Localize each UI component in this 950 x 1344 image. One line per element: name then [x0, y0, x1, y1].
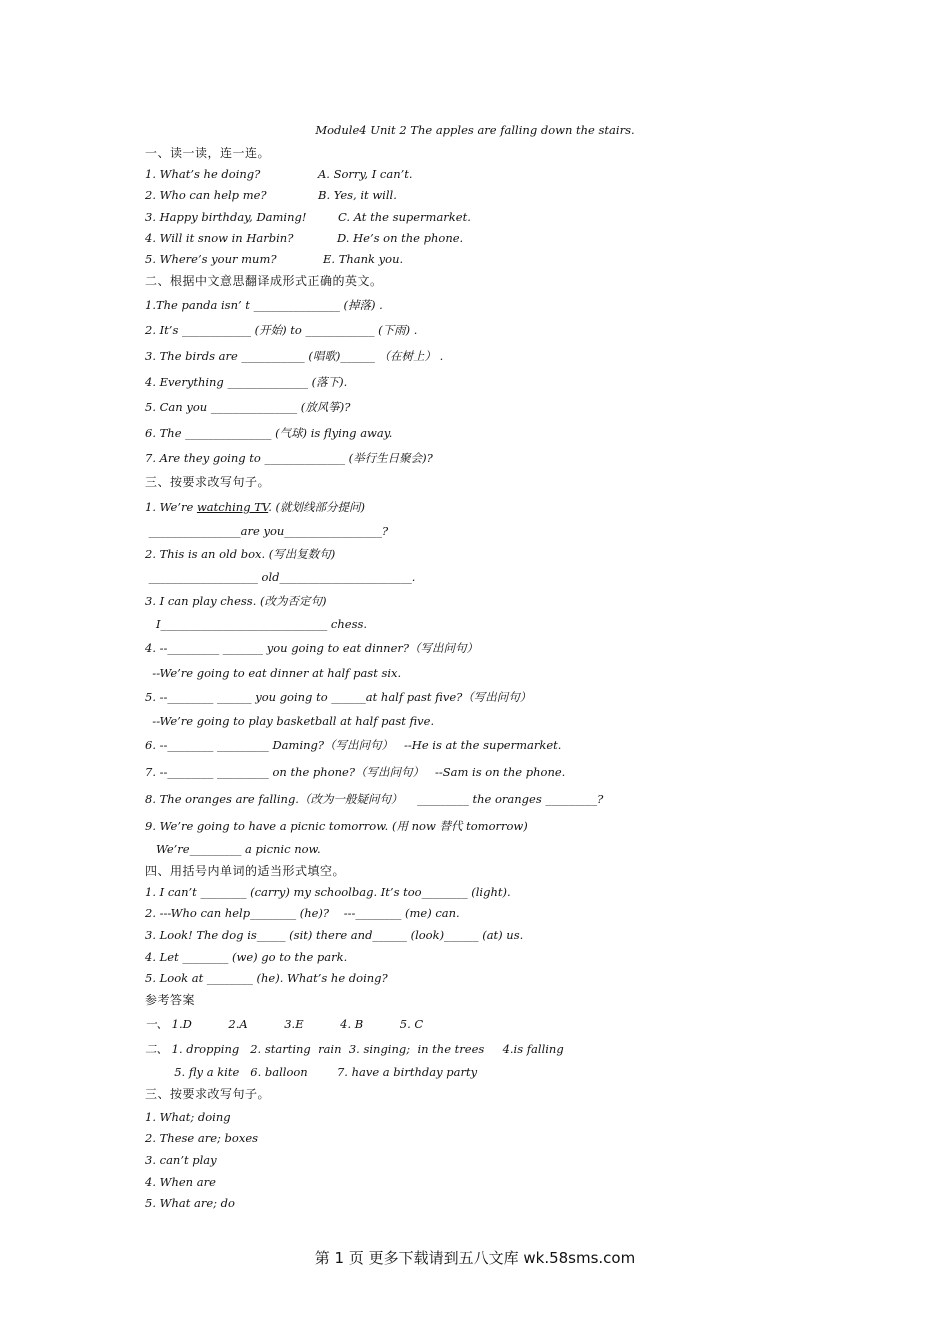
section4-heading: 四、用括号内单词的适当形式填空。: [145, 864, 346, 878]
s1-question: 2. Who can help me?: [145, 188, 267, 202]
document-title: Module4 Unit 2 The apples are falling down the stairs.: [315, 123, 635, 137]
s3-item: [145, 500, 365, 514]
s1-question: 5. Where’s your mum?: [145, 252, 277, 266]
s1-question: 1. What’s he doing?: [145, 167, 261, 181]
s3-line: ___________________ old_______________________.: [145, 570, 416, 584]
s3-q1-underlined: watching TV: [196, 500, 269, 514]
s2-item: 7. Are they going to ______________ (举行生日聚会)?: [145, 451, 433, 465]
s3-q1-suffix: . (就划线部分提问): [268, 500, 365, 514]
page-footer: 第 1 页 更多下载请到五八文库 wk.58sms.com: [314, 1249, 636, 1267]
s1-question: 4. Will it snow in Harbin?: [145, 231, 294, 245]
answer-line: 一、 1.D 2.A 3.E 4. B 5. C: [145, 1017, 424, 1031]
section3-heading: 三、按要求改写句子。: [145, 475, 271, 489]
s3-line: We’re_________ a picnic now.: [145, 842, 321, 856]
s2-item: 2. It’s ____________ (开始) to ____________ (下雨) .: [145, 323, 418, 337]
answer-line: 3. can’t play: [145, 1153, 217, 1167]
s3-line: 3. I can play chess. (改为否定句): [145, 594, 327, 608]
s3-line: 8. The oranges are falling.（改为一般疑问句） _________ the oranges _________?: [145, 792, 604, 806]
s1-answer: B. Yes, it will.: [318, 188, 397, 202]
section1-heading: 一、读一读，连一连。: [145, 146, 271, 160]
s3-line: --We’re going to eat dinner at half past six.: [145, 666, 402, 680]
s3-line: 6. --________ _________ Daming?（写出问句） --He is at the supermarket.: [145, 738, 562, 752]
s3-line: I_____________________________ chess.: [145, 617, 368, 631]
answer-line: 2. These are; boxes: [145, 1131, 259, 1145]
answer-line: 5. fly a kite 6. balloon 7. have a birthday party: [145, 1065, 478, 1079]
s3-line: --We’re going to play basketball at half past five.: [145, 714, 435, 728]
s2-item: 4. Everything ______________ (落下).: [145, 375, 348, 389]
s1-answer: E. Thank you.: [323, 252, 404, 266]
s2-item: 5. Can you _______________ (放风筝)?: [145, 400, 351, 414]
s3-line: 4. --_________ _______ you going to eat dinner?（写出问句）: [145, 641, 479, 655]
section2-heading: 二、根据中文意思翻译成形式正确的英文。: [145, 274, 383, 288]
s4-item: 4. Let ________ (we) go to the park.: [145, 950, 348, 964]
s2-item: 3. The birds are ___________ (唱歌)______ （在树上） .: [145, 349, 444, 363]
s4-item: 2. ---Who can help________ (he)? ---________ (me) can.: [145, 906, 460, 920]
s3-line: 9. We’re going to have a picnic tomorrow. (用 now 替代 tomorrow): [145, 819, 528, 833]
s3-line: 5. --________ ______ you going to ______at half past five?（写出问句）: [145, 690, 532, 704]
s3-q1-prefix: 1. We’re: [145, 500, 197, 514]
s4-item: 3. Look! The dog is_____ (sit) there and______ (look)______ (at) us.: [145, 928, 524, 942]
s4-item: 1. I can’t ________ (carry) my schoolbag. It’s too________ (light).: [145, 885, 511, 899]
answers-heading: 参考答案: [145, 993, 196, 1007]
s1-question: 3. Happy birthday, Daming!: [145, 210, 307, 224]
s1-answer: C. At the supermarket.: [338, 210, 471, 224]
answers-s3-heading: 三、按要求改写句子。: [145, 1087, 271, 1101]
s4-item: 5. Look at ________ (he). What’s he doing?: [145, 971, 388, 985]
s3-line: 7. --________ _________ on the phone?（写出问句） --Sam is on the phone.: [145, 765, 566, 779]
s2-item: 1.The panda isn’ t _______________ (掉落) .: [145, 298, 383, 312]
s1-answer: A. Sorry, I can’t.: [318, 167, 413, 181]
s3-line: 2. This is an old box. (写出复数句): [145, 547, 336, 561]
answer-line: 1. What; doing: [145, 1110, 231, 1124]
s1-answer: D. He’s on the phone.: [337, 231, 464, 245]
s2-item: 6. The _______________ (气球) is flying away.: [145, 426, 393, 440]
answer-line: 二、 1. dropping 2. starting rain 3. singing; in the trees 4.is falling: [145, 1042, 564, 1056]
s3-line: ________________are you_________________?: [145, 524, 389, 538]
answer-line: 5. What are; do: [145, 1196, 235, 1210]
answer-line: 4. When are: [145, 1175, 216, 1189]
